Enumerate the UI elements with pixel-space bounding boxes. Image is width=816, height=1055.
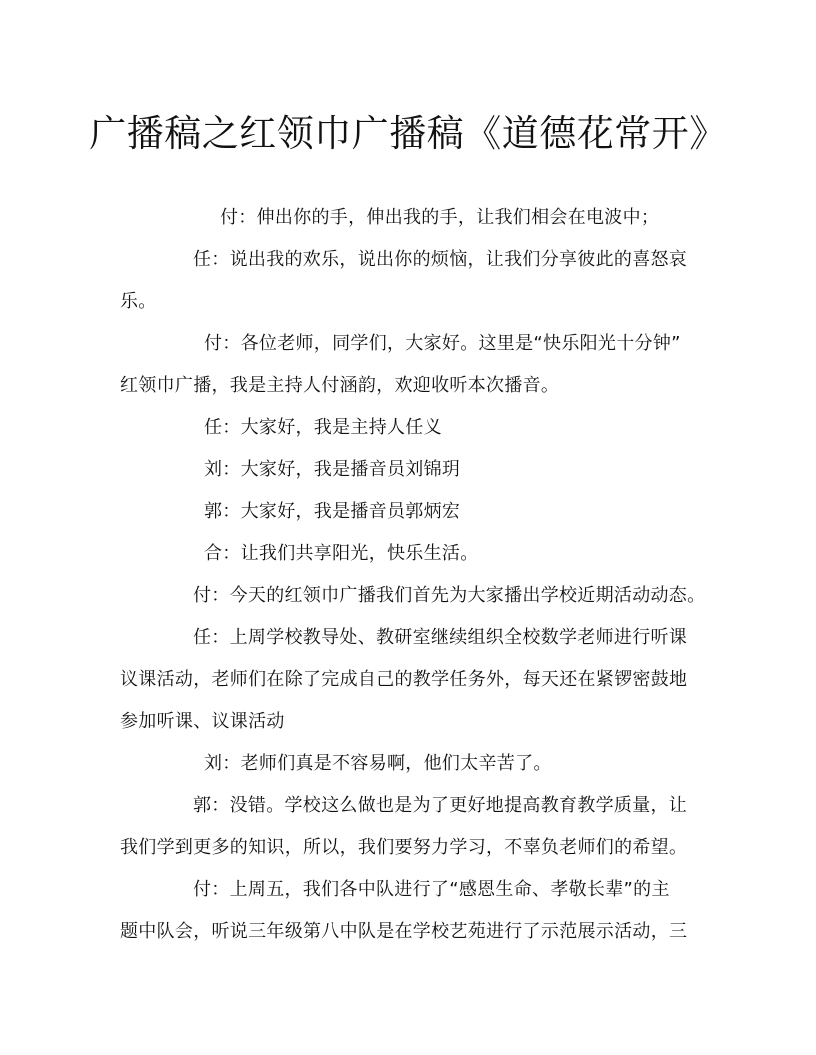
paragraph-line: 郭：大家好，我是播音员郭炳宏 — [204, 501, 461, 522]
document-title: 广播稿之红领巾广播稿《道德花常开》 — [89, 112, 727, 155]
paragraph-line: 付：伸出你的手，伸出我的手，让我们相会在电波中； — [220, 207, 660, 228]
paragraph-line: 刘：大家好，我是播音员刘锦玥 — [204, 459, 461, 480]
paragraph-line: 议课活动，老师们在除了完成自己的教学任务外，每天还在紧锣密鼓地 — [120, 669, 688, 690]
paragraph-line: 我们学到更多的知识，所以，我们要努力学习，不辜负老师们的希望。 — [120, 837, 688, 858]
paragraph-line: 付：今天的红领巾广播我们首先为大家播出学校近期活动动态。 — [193, 585, 706, 606]
paragraph-line: 乐。 — [120, 291, 157, 312]
paragraph-line: 付：上周五，我们各中队进行了“感恩生命、孝敬长辈”的主 — [193, 879, 670, 900]
paragraph-line: 参加听课、议课活动 — [120, 711, 285, 732]
paragraph-line: 合：让我们共享阳光，快乐生活。 — [204, 543, 479, 564]
paragraph-line: 任：上周学校教导处、教研室继续组织全校数学老师进行听课 — [193, 627, 688, 648]
paragraph-line: 刘：老师们真是不容易啊，他们太辛苦了。 — [204, 753, 552, 774]
paragraph-line: 付：各位老师，同学们，大家好。这里是“快乐阳光十分钟” — [204, 333, 681, 354]
paragraph-line: 任：说出我的欢乐，说出你的烦恼，让我们分享彼此的喜怒哀 — [193, 249, 688, 270]
paragraph-line: 红领巾广播，我是主持人付涵韵，欢迎收听本次播音。 — [120, 375, 560, 396]
paragraph-line: 郭：没错。学校这么做也是为了更好地提高教育教学质量，让 — [193, 795, 688, 816]
paragraph-line: 任：大家好，我是主持人任义 — [204, 417, 442, 438]
paragraph-line: 题中队会，听说三年级第八中队是在学校艺苑进行了示范展示活动，三 — [120, 921, 688, 942]
